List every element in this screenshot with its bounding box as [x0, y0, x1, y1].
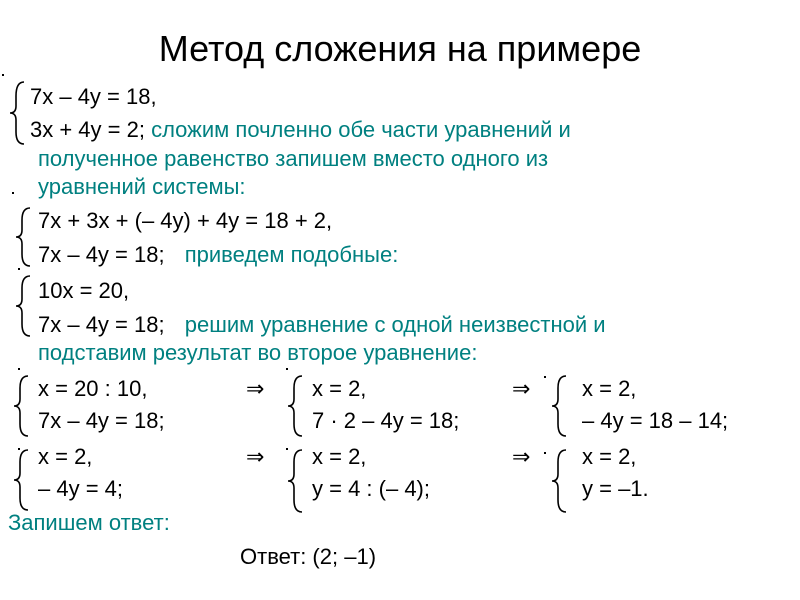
equation: y = –1. — [582, 476, 649, 501]
equation: 7x – 4y = 18; — [38, 242, 165, 267]
bullet-dot — [2, 74, 4, 76]
implies-arrow: ⇒ — [512, 444, 531, 469]
implies-arrow: ⇒ — [246, 444, 265, 469]
bullet-dot — [286, 448, 288, 450]
bullet-dot — [12, 192, 14, 194]
equation: x = 2, — [38, 444, 93, 469]
system-brace — [550, 372, 570, 440]
equation: y = 4 : (– 4); — [312, 476, 430, 501]
answer-prompt: Запишем ответ: — [8, 510, 170, 535]
equation: 7x – 4y = 18, — [30, 84, 157, 109]
equation-row — [38, 242, 398, 268]
bullet-dot — [544, 376, 546, 378]
equation: – 4y = 18 – 14; — [582, 408, 729, 433]
bullet-dot — [18, 448, 20, 450]
comment-text: полученное равенство запишем вместо одного из — [38, 146, 549, 171]
system-brace — [8, 78, 28, 148]
system-brace — [12, 446, 32, 514]
equation: 3x + 4y = 2; — [30, 117, 145, 142]
bullet-dot — [544, 452, 546, 454]
equation: x = 2, — [582, 376, 637, 401]
bullet-dot — [286, 368, 288, 370]
comment-text: подставим результат во второе уравнение: — [38, 340, 478, 365]
equation: x = 20 : 10, — [38, 376, 148, 401]
implies-arrow: ⇒ — [246, 376, 265, 401]
comment-text: решим уравнение с одной неизвестной и — [184, 312, 606, 337]
equation: 7x – 4y = 18; — [38, 312, 165, 337]
equation: 7x + 3x + (– 4y) + 4y = 18 + 2, — [38, 208, 333, 233]
equation-row — [30, 117, 571, 143]
equation: 7 · 2 – 4y = 18; — [312, 408, 460, 433]
page-title: Метод сложения на примере — [158, 28, 642, 69]
equation-row — [38, 312, 606, 338]
equation: 10x = 20, — [38, 278, 130, 303]
comment-text: приведем подобные: — [184, 242, 399, 267]
equation: 7x – 4y = 18; — [38, 408, 165, 433]
bullet-dot — [18, 268, 20, 270]
system-brace — [14, 204, 34, 270]
bullet-dot — [18, 368, 20, 370]
system-brace — [12, 372, 32, 440]
system-brace — [286, 446, 306, 516]
system-brace — [14, 272, 34, 340]
implies-arrow: ⇒ — [512, 376, 531, 401]
answer-text: Ответ: (2; –1) — [240, 544, 377, 569]
equation: x = 2, — [582, 444, 637, 469]
comment-text: сложим почленно обе части уравнений и — [151, 117, 571, 142]
equation: – 4y = 4; — [38, 476, 124, 501]
system-brace — [550, 446, 570, 516]
system-brace — [286, 372, 306, 440]
equation: x = 2, — [312, 376, 367, 401]
equation: x = 2, — [312, 444, 367, 469]
comment-text: уравнений системы: — [38, 174, 246, 199]
